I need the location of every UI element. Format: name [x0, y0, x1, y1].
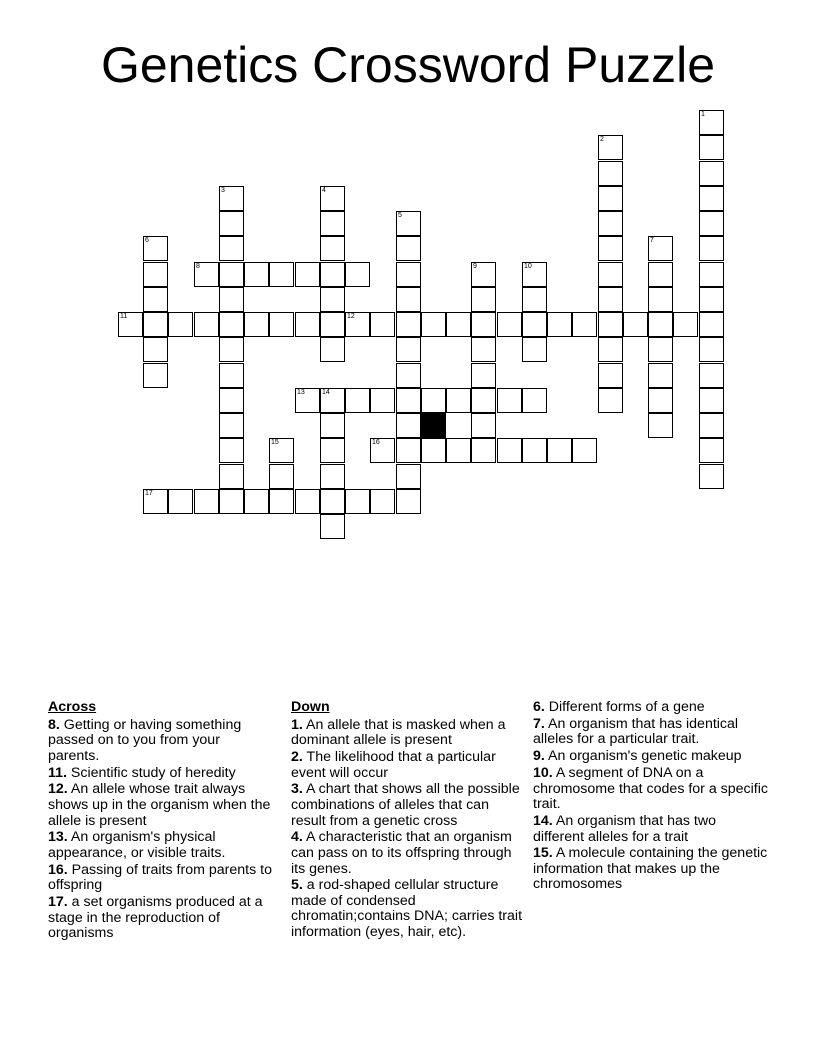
grid-cell[interactable] — [219, 413, 244, 438]
grid-cell[interactable] — [269, 438, 294, 463]
grid-cell[interactable] — [699, 363, 724, 388]
clue-item-text: A molecule containing the genetic information that makes up the chromosomes — [533, 845, 768, 893]
grid-cell[interactable] — [269, 489, 294, 514]
grid-cell[interactable] — [396, 287, 421, 312]
clue-number: 7 — [650, 237, 654, 244]
grid-cell[interactable] — [320, 514, 345, 539]
grid-cell[interactable] — [648, 413, 673, 438]
grid-cell[interactable] — [421, 388, 446, 413]
grid-cell[interactable] — [396, 337, 421, 362]
grid-cell[interactable] — [396, 312, 421, 337]
grid-cell[interactable] — [396, 464, 421, 489]
grid-cell[interactable] — [370, 312, 395, 337]
grid-cell[interactable] — [143, 312, 168, 337]
clue-item — [291, 750, 523, 781]
grid-cell[interactable] — [118, 312, 143, 337]
grid-cell[interactable] — [396, 413, 421, 438]
grid-cell[interactable] — [522, 287, 547, 312]
grid-cell[interactable] — [421, 312, 446, 337]
grid-cell[interactable] — [522, 312, 547, 337]
grid-cell[interactable] — [168, 489, 193, 514]
clue-number: 15 — [271, 439, 279, 446]
clue-item-text: Different forms of a gene — [544, 699, 705, 715]
clue-item-text: a set organisms produced at a stage in the reproduction of organisms — [48, 894, 263, 942]
grid-cell[interactable] — [295, 388, 320, 413]
down-clue-list-continued — [533, 700, 769, 893]
grid-cell[interactable] — [547, 438, 572, 463]
clue-number: 16 — [372, 439, 380, 446]
grid-cell[interactable] — [320, 464, 345, 489]
grid-cell[interactable] — [471, 337, 496, 362]
clue-item-number: 13. — [48, 829, 68, 846]
grid-cell[interactable] — [598, 186, 623, 211]
clue-item-number: 2. — [291, 748, 303, 765]
clue-number: 14 — [322, 389, 330, 396]
clue-number: 13 — [297, 389, 305, 396]
clue-number: 4 — [322, 187, 326, 194]
grid-cell[interactable] — [522, 262, 547, 287]
grid-cell[interactable] — [345, 262, 370, 287]
clue-item-number: 4. — [291, 829, 303, 846]
grid-cell[interactable] — [699, 464, 724, 489]
grid-cell[interactable] — [699, 135, 724, 160]
grid-cell[interactable] — [598, 161, 623, 186]
grid-cell[interactable] — [471, 438, 496, 463]
grid-cell[interactable] — [648, 312, 673, 337]
grid-cell[interactable] — [219, 287, 244, 312]
across-heading: Across — [48, 699, 97, 715]
clue-item — [48, 863, 274, 894]
grid-cell[interactable] — [699, 438, 724, 463]
clue-item-text: An organism that has identical alleles for a particular trait. — [533, 715, 739, 748]
grid-cell[interactable] — [598, 211, 623, 236]
grid-cell[interactable] — [598, 287, 623, 312]
clue-item-number: 9. — [533, 748, 545, 765]
grid-cell[interactable] — [497, 388, 522, 413]
grid-cell[interactable] — [320, 413, 345, 438]
grid-cell[interactable] — [497, 312, 522, 337]
clue-item-text: A segment of DNA on a chromosome that codes for a specific trait. — [533, 764, 768, 813]
grid-cell[interactable] — [396, 211, 421, 236]
grid-cell[interactable] — [522, 388, 547, 413]
grid-cell[interactable] — [194, 489, 219, 514]
grid-cell[interactable] — [699, 186, 724, 211]
grid-cell[interactable] — [471, 413, 496, 438]
grid-cell[interactable] — [446, 388, 471, 413]
grid-cell[interactable] — [320, 262, 345, 287]
clue-item — [533, 749, 769, 765]
grid-cell[interactable] — [219, 489, 244, 514]
clue-item-text: A chart that shows all the possible combinations of alleles that can result from a genetic cross — [291, 781, 520, 829]
grid-cell[interactable] — [269, 464, 294, 489]
grid-cell[interactable] — [522, 337, 547, 362]
clue-item — [48, 782, 274, 829]
grid-cell[interactable] — [446, 312, 471, 337]
grid-cell[interactable] — [194, 312, 219, 337]
grid-cell[interactable] — [598, 312, 623, 337]
grid-cell[interactable] — [598, 388, 623, 413]
grid-cell[interactable] — [396, 363, 421, 388]
grid-cell[interactable] — [194, 262, 219, 287]
clue-number: 3 — [221, 187, 225, 194]
grid-cell[interactable] — [648, 236, 673, 261]
clue-item-number: 11. — [48, 764, 67, 781]
clue-item — [533, 766, 769, 813]
clue-item-text: The likelihood that a particular event will occur — [291, 748, 496, 781]
grid-cell[interactable] — [269, 262, 294, 287]
grid-cell[interactable] — [648, 363, 673, 388]
grid-cell[interactable] — [320, 337, 345, 362]
grid-cell[interactable] — [345, 312, 370, 337]
grid-cell[interactable] — [320, 287, 345, 312]
grid-cell[interactable] — [269, 312, 294, 337]
grid-cell[interactable] — [219, 337, 244, 362]
grid-cell[interactable] — [598, 135, 623, 160]
grid-cell[interactable] — [295, 489, 320, 514]
down-clue-list — [291, 718, 523, 941]
grid-cell[interactable] — [320, 186, 345, 211]
grid-cell[interactable] — [598, 337, 623, 362]
clue-item-number: 3. — [291, 781, 303, 798]
grid-cell[interactable] — [648, 262, 673, 287]
grid-cell[interactable] — [446, 438, 471, 463]
grid-cell[interactable] — [572, 312, 597, 337]
grid-cell[interactable] — [345, 388, 370, 413]
grid-cell[interactable] — [320, 211, 345, 236]
clue-item-number: 12. — [48, 781, 68, 798]
grid-cell[interactable] — [168, 312, 193, 337]
clue-item-number: 6. — [533, 699, 545, 715]
grid-cell[interactable] — [699, 161, 724, 186]
grid-cell[interactable] — [143, 262, 168, 287]
grid-cell[interactable] — [219, 438, 244, 463]
grid-cell[interactable] — [320, 438, 345, 463]
grid-cell[interactable] — [699, 388, 724, 413]
grid-cell[interactable] — [547, 312, 572, 337]
clue-number: 1 — [701, 111, 705, 118]
grid-cell[interactable] — [143, 236, 168, 261]
clues-column-3 — [533, 700, 769, 894]
grid-cell[interactable] — [295, 312, 320, 337]
clue-number: 6 — [145, 237, 149, 244]
grid-cell[interactable] — [143, 489, 168, 514]
grid-cell[interactable] — [396, 489, 421, 514]
grid-cell[interactable] — [219, 211, 244, 236]
clue-item-text: Scientific study of heredity — [66, 764, 236, 781]
grid-cell[interactable] — [673, 312, 698, 337]
grid-cell[interactable] — [497, 438, 522, 463]
clue-item-number: 1. — [291, 716, 303, 733]
clue-number: 9 — [473, 263, 477, 270]
blocked-cell — [421, 413, 446, 438]
grid-cell[interactable] — [143, 363, 168, 388]
clue-item — [48, 830, 274, 861]
grid-cell[interactable] — [471, 262, 496, 287]
grid-cell[interactable] — [396, 262, 421, 287]
clue-item-number: 17. — [48, 894, 68, 911]
grid-cell[interactable] — [219, 464, 244, 489]
clue-item-number: 8. — [48, 716, 60, 733]
clue-item — [533, 814, 769, 845]
clue-item-text: An organism's physical appearance, or visible traits. — [48, 829, 226, 861]
grid-cell[interactable] — [648, 388, 673, 413]
clue-item-text: Passing of traits from parents to offspring — [48, 861, 272, 894]
grid-cell[interactable] — [699, 312, 724, 337]
clue-item-text: An organism that has two different alleles for a trait — [533, 812, 716, 845]
grid-cell[interactable] — [598, 262, 623, 287]
grid-cell[interactable] — [244, 262, 269, 287]
grid-cell[interactable] — [219, 186, 244, 211]
grid-cell[interactable] — [699, 287, 724, 312]
grid-cell[interactable] — [699, 262, 724, 287]
clue-item-text: Getting or having something passed on to you from your parents. — [48, 716, 242, 764]
clue-item — [533, 700, 769, 716]
clue-item — [291, 830, 523, 877]
grid-cell[interactable] — [522, 438, 547, 463]
clue-item-number: 10. — [533, 764, 553, 781]
grid-cell[interactable] — [370, 489, 395, 514]
clue-item — [291, 878, 523, 940]
grid-cell[interactable] — [320, 312, 345, 337]
grid-cell[interactable] — [370, 388, 395, 413]
grid-cell[interactable] — [699, 110, 724, 135]
grid-cell[interactable] — [471, 363, 496, 388]
clue-number: 17 — [145, 490, 153, 497]
grid-cell[interactable] — [471, 388, 496, 413]
clue-item — [48, 895, 274, 942]
down-heading: Down — [291, 699, 330, 715]
grid-cell[interactable] — [699, 211, 724, 236]
grid-cell[interactable] — [244, 312, 269, 337]
grid-cell[interactable] — [345, 489, 370, 514]
clue-item-text: An allele whose trait always shows up in the organism when the allele is present — [48, 781, 271, 829]
clue-item-number: 5. — [291, 877, 303, 894]
grid-cell[interactable] — [471, 287, 496, 312]
grid-cell[interactable] — [143, 287, 168, 312]
clue-item — [48, 718, 274, 765]
page-title: Genetics Crossword Puzzle — [100, 37, 716, 93]
grid-cell[interactable] — [471, 312, 496, 337]
clue-number: 11 — [120, 313, 128, 320]
clue-number: 5 — [398, 212, 402, 219]
clue-number: 12 — [347, 313, 355, 320]
grid-cell[interactable] — [396, 438, 421, 463]
grid-cell[interactable] — [648, 337, 673, 362]
grid-cell[interactable] — [699, 413, 724, 438]
grid-cell[interactable] — [219, 388, 244, 413]
clue-item-number: 14. — [533, 812, 553, 829]
clues-column-1 — [48, 700, 274, 943]
grid-cell[interactable] — [295, 262, 320, 287]
grid-cell[interactable] — [699, 236, 724, 261]
clue-item — [533, 846, 769, 893]
clue-item-text: A characteristic that an organism can pass on to its offspring through its genes. — [291, 829, 512, 877]
clue-item-text: An allele that is masked when a dominant allele is present — [291, 716, 506, 749]
grid-cell[interactable] — [320, 489, 345, 514]
grid-cell[interactable] — [219, 363, 244, 388]
grid-cell[interactable] — [320, 236, 345, 261]
clue-item-text: An organism's genetic makeup — [544, 748, 742, 765]
clue-item-number: 15. — [533, 845, 553, 862]
clue-item — [291, 718, 523, 749]
clue-item-text: a rod-shaped cellular structure made of condensed chromatin;contains DNA; carries trait information (eyes, hair, etc). — [291, 877, 523, 941]
grid-cell[interactable] — [396, 236, 421, 261]
clue-item-number: 7. — [533, 715, 545, 732]
grid-cell[interactable] — [623, 312, 648, 337]
grid-cell[interactable] — [598, 236, 623, 261]
clue-item — [48, 766, 274, 782]
clue-item-number: 16. — [48, 861, 68, 878]
clue-item — [533, 717, 769, 748]
grid-cell[interactable] — [219, 236, 244, 261]
grid-cell[interactable] — [598, 363, 623, 388]
clue-number: 10 — [524, 263, 532, 270]
grid-cell[interactable] — [396, 388, 421, 413]
clue-number: 2 — [600, 136, 604, 143]
across-clue-list — [48, 718, 274, 942]
grid-cell[interactable] — [219, 262, 244, 287]
grid-cell[interactable] — [320, 388, 345, 413]
grid-cell[interactable] — [219, 312, 244, 337]
clues-column-2 — [291, 700, 523, 942]
grid-cell[interactable] — [572, 438, 597, 463]
grid-cell[interactable] — [648, 287, 673, 312]
grid-cell[interactable] — [244, 489, 269, 514]
grid-cell[interactable] — [421, 438, 446, 463]
clue-number: 8 — [196, 263, 200, 270]
grid-cell[interactable] — [699, 337, 724, 362]
grid-cell[interactable] — [143, 337, 168, 362]
clue-item — [291, 782, 523, 829]
grid-cell[interactable] — [370, 438, 395, 463]
